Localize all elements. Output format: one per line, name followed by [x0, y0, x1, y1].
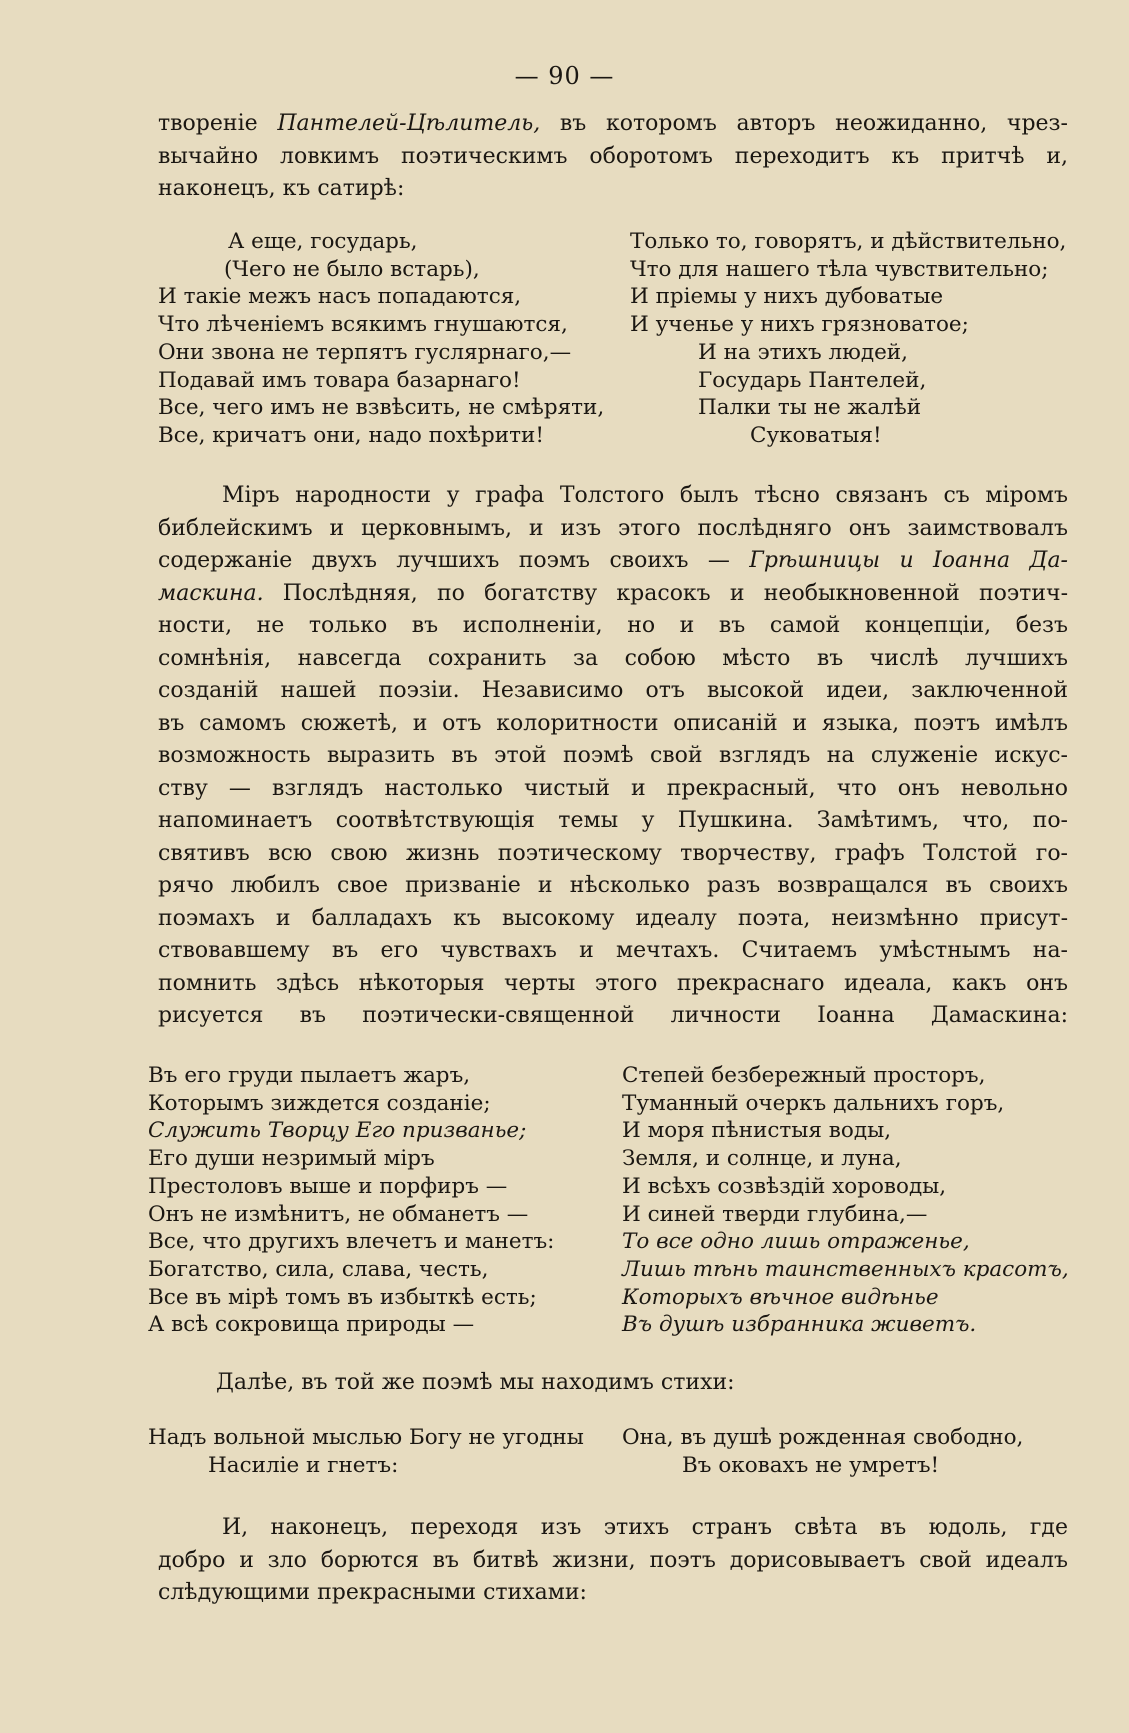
verse-line: А еще, государь, — [228, 229, 418, 254]
verse-line: Все, чего имъ не взвѣсить, не смѣряти, — [158, 395, 605, 421]
text-line: наконецъ, къ сатирѣ: — [158, 176, 405, 201]
text-line: вычайно ловкимъ поэтическимъ оборотомъ переходитъ къ притчѣ и, — [158, 143, 1068, 169]
verse-line: Въ душѣ избранника живетъ. — [622, 1312, 977, 1338]
text-line: библейскимъ и церковнымъ, и изъ этого послѣдняго онъ заимствовалъ — [158, 515, 1068, 541]
verse-line: Престоловъ выше и порфиръ — — [148, 1173, 508, 1199]
text-line: маскина. Послѣдняя, по богатству красокъ и необыкновенной поэтич- — [158, 580, 1068, 606]
verse-line: Служить Творцу Его призванье; — [148, 1118, 527, 1144]
verse-line: Насилiе и гнетъ: — [208, 1452, 399, 1478]
text-line: Мiръ народности у графа Толстого былъ тѣсно связанъ съ мiромъ — [222, 483, 1068, 508]
verse-line: Степей безбережный просторъ, — [622, 1063, 986, 1088]
verse-line: Надъ вольной мыслью Богу не угодны — [148, 1425, 584, 1450]
verse-line: Они звона не терпятъ гуслярнаго,— — [158, 339, 572, 365]
verse-line: Она, въ душѣ рожденная свободно, — [622, 1425, 1024, 1450]
verse-line: Только то, говорятъ, и дѣйствительно, — [630, 229, 1067, 254]
text-line: сомнѣнiя, навсегда сохранить за собою мѣсто въ числѣ лучшихъ — [158, 645, 1068, 671]
text-line: творенiе Пантелей-Цѣлитель, въ которомъ авторъ неожиданно, чрез- — [158, 111, 1068, 136]
verse-line: Въ его груди пылаетъ жаръ, — [148, 1063, 471, 1088]
verse-line: Онъ не измѣнитъ, не обманетъ — — [148, 1201, 529, 1227]
verse-line: Государь Пантелей, — [698, 367, 927, 393]
text-line: напоминаетъ соотвѣтствующiя темы у Пушкина. Замѣтимъ, что, по- — [158, 808, 1068, 833]
intro-paragraph — [158, 108, 1068, 206]
text-line: И, наконецъ, переходя изъ этихъ странъ свѣта въ юдоль, где — [222, 1515, 1068, 1540]
verse-line: Лишь тѣнь таинственныхъ красотъ, — [622, 1256, 1069, 1282]
verse-line: Суковатыя! — [750, 422, 882, 448]
text-line: ству — взглядъ настолько чистый и прекрасный, что онъ невольно — [158, 775, 1068, 801]
main-paragraph — [158, 480, 1068, 1033]
verse-left-column — [158, 228, 604, 450]
verse-line: И такiе межъ насъ попадаются, — [158, 284, 522, 310]
verse-line: Все, что другихъ влечетъ и манетъ: — [148, 1229, 555, 1255]
verse-line: Все, кричатъ они, надо похѣрити! — [158, 422, 544, 448]
verse-line: То все одно лишь отраженье, — [622, 1229, 970, 1255]
text-line: Далѣе, въ той же поэмѣ мы находимъ стихи: — [216, 1370, 735, 1395]
verse-right-column — [622, 1062, 1069, 1339]
closing-paragraph — [158, 1512, 1068, 1610]
verse-line: И всѣхъ созвѣздiй хороводы, — [622, 1173, 947, 1199]
verse-line: Которыхъ вѣчное видѣнье — [622, 1284, 939, 1310]
verse-line: И ученье у нихъ грязноватое; — [630, 312, 969, 338]
text-line: въ самомъ сюжетѣ, и отъ колоритности описанiй и языка, поэтъ имѣлъ — [158, 710, 1068, 736]
verse-line: Земля, и солнце, и луна, — [622, 1146, 902, 1172]
verse-line: Туманный очеркъ дальнихъ горъ, — [622, 1090, 1005, 1116]
verse-line: И синей тверди глубина,— — [622, 1201, 928, 1227]
text-line: рячо любилъ свое призванiе и нѣсколько разъ возвращался въ своихъ — [158, 873, 1068, 898]
text-line: святивъ всю свою жизнь поэтическому творчеству, графъ Толстой го- — [158, 840, 1068, 866]
verse-line: И прiемы у нихъ дубоватые — [630, 284, 944, 310]
text-line: возможность выразить въ этой поэмѣ свой взглядъ на служенiе искус- — [158, 743, 1068, 768]
verse-left-column — [148, 1062, 554, 1339]
text-line: поэмахъ и балладахъ къ высокому идеалу поэта, неизмѣнно присут- — [158, 905, 1068, 931]
page-number: — 90 — — [514, 62, 615, 90]
text-line: помнить здѣсь нѣкоторыя черты этого прекраснаго идеала, какъ онъ — [158, 970, 1068, 996]
verse-line: (Чего не было встарь), — [224, 256, 480, 282]
transition-paragraph — [158, 1367, 1068, 1400]
verse-line: Богатство, сила, слава, честь, — [148, 1256, 489, 1282]
verse-line: Все въ мiрѣ томъ въ избыткѣ есть; — [148, 1284, 537, 1310]
text-line: ности, не только въ исполненiи, но и въ самой концепцiи, безъ — [158, 613, 1068, 638]
verse-line: И на этихъ людей, — [698, 339, 908, 365]
verse-line: Въ оковахъ не умретъ! — [682, 1452, 940, 1478]
verse-line: Палки ты не жалѣй — [698, 395, 922, 421]
verse-line: Что для нашего тѣла чувствительно; — [630, 256, 1049, 282]
verse-left-column — [148, 1424, 584, 1479]
text-line: содержанiе двухъ лучшихъ поэмъ своихъ — Грѣшницы и Iоанна Да- — [158, 548, 1068, 573]
text-line: слѣдующими прекрасными стихами: — [158, 1580, 587, 1605]
verse-right-column — [622, 1424, 1023, 1479]
verse-line: А всѣ сокровища природы — — [148, 1312, 475, 1338]
text-line: рисуется въ поэтически-священной личности Iоанна Дамаскина: — [158, 1003, 1068, 1028]
text-line: созданiй нашей поэзiи. Независимо отъ высокой идеи, заключенной — [158, 678, 1068, 703]
text-line: добро и зло борются въ битвѣ жизни, поэтъ дорисовываетъ свой идеалъ — [158, 1547, 1068, 1573]
verse-line: Что лѣченiемъ всякимъ гнушаются, — [158, 312, 568, 338]
verse-line: Которымъ зиждется созданiе; — [148, 1090, 491, 1116]
verse-right-column — [630, 228, 1066, 450]
verse-line: Подавай имъ товара базарнаго! — [158, 367, 521, 393]
verse-line: И моря пѣнистыя воды, — [622, 1118, 892, 1144]
verse-line: Его души незримый мiръ — [148, 1146, 435, 1172]
text-line: ствовавшему въ его чувствахъ и мечтахъ. Считаемъ умѣстнымъ на- — [158, 938, 1068, 963]
